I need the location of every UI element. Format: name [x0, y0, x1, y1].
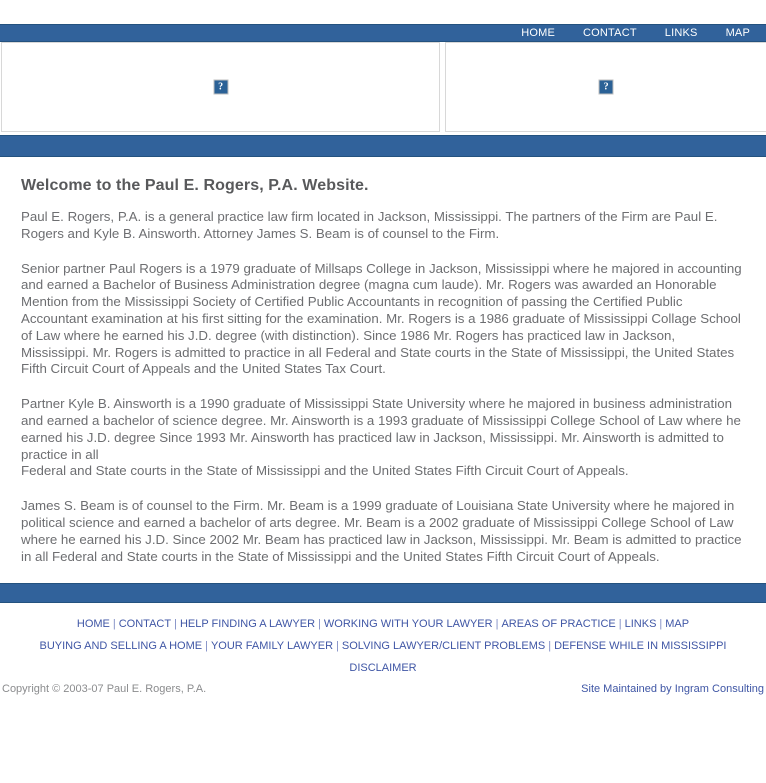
footer-row-disclaimer	[0, 661, 766, 675]
banner-row	[0, 42, 766, 134]
footer-divider-band	[0, 583, 766, 603]
footer-link-your-family-lawyer[interactable]: YOUR FAMILY LAWYER	[210, 640, 334, 653]
footer-link-solving-lawyer-client-problems[interactable]: SOLVING LAWYER/CLIENT PROBLEMS	[341, 640, 546, 653]
banner-image-left	[1, 42, 440, 132]
footer-link-group	[0, 603, 766, 675]
page-title: Welcome to the Paul E. Rogers, P.A. Website.	[21, 177, 369, 194]
footer-link-buying-and-selling-a-home[interactable]: BUYING AND SELLING A HOME	[39, 640, 203, 653]
footer-link-help-finding-a-lawyer[interactable]: HELP FINDING A LAWYER	[179, 618, 316, 631]
top-navigation-bar	[0, 24, 766, 42]
footer-separator: |	[112, 618, 116, 631]
banner-image-right	[445, 42, 766, 132]
topnav-item-home[interactable]: HOME	[521, 26, 556, 39]
footer-row-primary	[0, 617, 766, 631]
footer-separator: |	[618, 618, 622, 631]
footer-separator: |	[174, 618, 177, 631]
copyright-notice: Copyright © 2003-07 Paul E. Rogers, P.A.	[2, 683, 207, 696]
site-credit-link[interactable]: Site Maintained by Ingram Consulting	[581, 683, 764, 696]
site-credit	[581, 682, 764, 696]
footer-link-working-with-your-lawyer[interactable]: WORKING WITH YOUR LAWYER	[323, 618, 493, 631]
james-beam-bio-paragraph: James S. Beam is of counsel to the Firm. Mr. Beam is a 1999 graduate of Louisiana State University where he majored in political science and earned a bachelor of arts degree. Mr. Beam is a 2002 graduate of Mississippi College School of Law where he earned his J.D. Since 2002 Mr. Beam has practiced law in Jackson, Mississippi. Mr. Beam is admitted to practice in all Federal and State courts in the State of Mississippi and the United States Fifth Circuit Court of Appeals.	[21, 498, 742, 564]
footer-link-defense-while-in-mississippi[interactable]: DEFENSE WHILE IN MISSISSIPPI	[554, 640, 727, 653]
topnav-item-links[interactable]: LINKS	[664, 26, 698, 39]
bottom-bar	[0, 682, 766, 700]
top-white-strip	[0, 0, 766, 24]
footer-separator: |	[336, 640, 339, 653]
footer-separator: |	[548, 640, 552, 653]
footer-link-areas-of-practice[interactable]: AREAS OF PRACTICE	[501, 618, 616, 631]
header-divider-band	[0, 135, 766, 157]
kyle-ainsworth-bio-paragraph: Partner Kyle B. Ainsworth is a 1990 graduate of Mississippi State University where he majored in business administration and earned a bachelor of science degree. Mr. Ainsworth is a 1993 graduate of Mississippi College School of Law where he earned his J.D. degree Since 1993 Mr. Ainsworth has practiced law in Jackson, Mississippi. Mr. Ainsworth is admitted to practice in all Federal and State courts in the State of Mississippi and the United States Fifth Circuit Court of Appeals.	[21, 396, 741, 479]
topnav-item-map[interactable]: MAP	[725, 26, 750, 39]
footer-link-contact[interactable]: CONTACT	[118, 618, 172, 631]
footer-separator: |	[205, 640, 208, 653]
footer-row-secondary	[0, 639, 766, 653]
footer-link-map[interactable]: MAP	[665, 618, 690, 631]
main-content	[0, 157, 766, 565]
footer-link-home[interactable]: HOME	[76, 618, 110, 631]
broken-image-icon: ?	[599, 80, 614, 95]
footer-separator: |	[659, 618, 663, 631]
footer-separator: |	[318, 618, 321, 631]
paul-rogers-bio-paragraph: Senior partner Paul Rogers is a 1979 graduate of Millsaps College in Jackson, Mississippi where he majored in accounting and earned a Bachelor of Business Administration degree (magna cum laude). Mr. Rogers was awarded an Honorable Mention from the Mississippi Society of Certified Public Accountants in recognition of passing the Certified Public Accountant examination at his first sitting for the examination. Mr. Rogers is a 1986 graduate of Mississippi Collage School of Law where he earned his J.D. degree (with distinction). Since 1986 Mr. Rogers has practiced law in Jackson, Mississippi. Mr. Rogers is admitted to practice in all Federal and State courts in the State of Mississippi, the United States Fifth Circuit Court of Appeals and the United States Tax Court.	[21, 260, 742, 377]
footer-link-disclaimer[interactable]: DISCLAIMER	[349, 662, 417, 675]
intro-paragraph: Paul E. Rogers, P.A. is a general practice law firm located in Jackson, Mississippi. The partners of the Firm are Paul E. Rogers and Kyle B. Ainsworth. Attorney James S. Beam is of counsel to the Firm.	[21, 209, 718, 241]
topnav-item-contact[interactable]: CONTACT	[583, 26, 637, 39]
footer-link-links[interactable]: LINKS	[624, 618, 657, 631]
broken-image-icon: ?	[213, 80, 228, 95]
footer-separator: |	[495, 618, 499, 631]
